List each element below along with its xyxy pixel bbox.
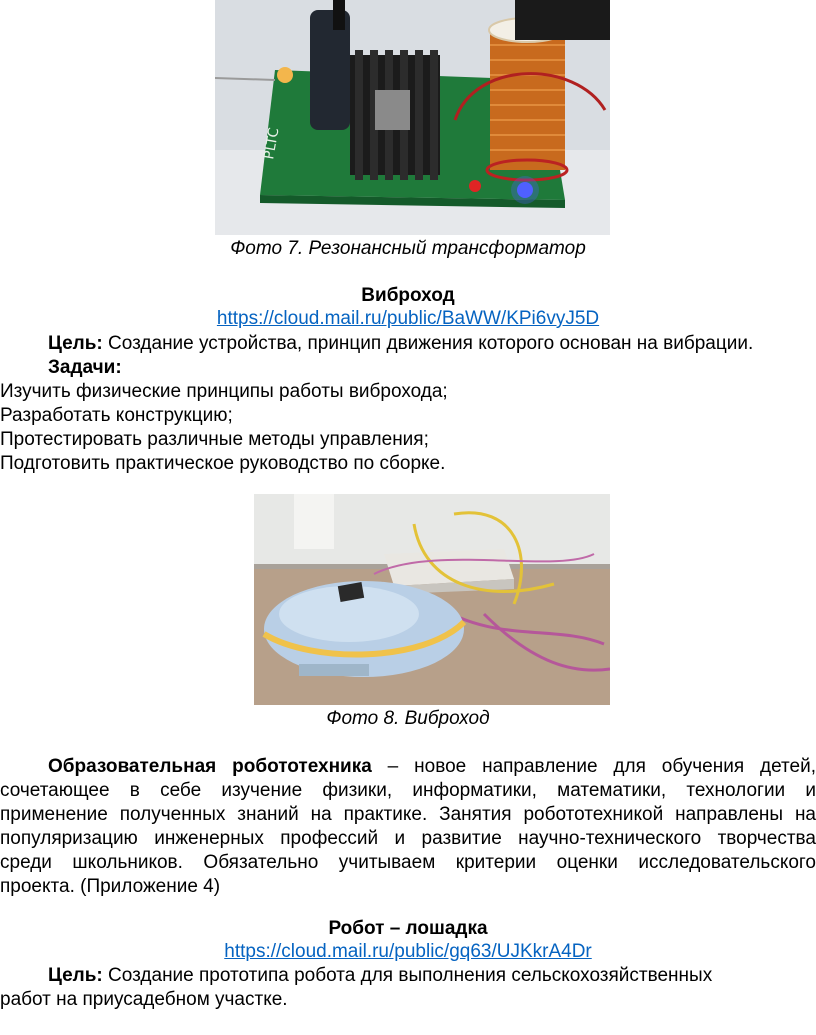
- goal-line-robot-horse: [48, 964, 712, 988]
- photo7-caption: Фото 7. Резонансный трансформатор: [230, 238, 586, 259]
- robotics-line-6: проекта. (Приложение 4): [0, 876, 221, 897]
- robotics-line-4: популяризацию инженерных профессий и развитие научно-технического творчества: [0, 828, 816, 849]
- robotics-line-5: среди школьников. Обязательно учитываем критерии оценки исследовательского: [0, 852, 816, 873]
- robotics-line-3: применение полученных знаний на практике. Занятия робототехникой направлены на: [0, 804, 816, 825]
- robotics-line-2: сочетающее в себе изучение физики, информатики, математики, технологии и: [0, 780, 816, 801]
- photo-resonant-transformer: [215, 0, 610, 235]
- task-item: Разработать конструкцию;: [0, 405, 233, 426]
- goal-text: Создание прототипа робота для выполнения сельскохозяйственных: [102, 965, 713, 986]
- link-vibrokhod[interactable]: https://cloud.mail.ru/public/BaWW/KPi6vyJ5D: [216, 308, 600, 329]
- goal-text: Создание устройства, принцип движения которого основан на вибрации.: [102, 333, 754, 354]
- section-title-vibrokhod: Виброход: [361, 285, 455, 306]
- photo-vibrokhod: [254, 494, 610, 705]
- goal-continuation: работ на приусадебном участке.: [0, 989, 288, 1010]
- robotics-line1-rest: – новое направление для обучения детей,: [371, 756, 816, 777]
- photo8-caption: Фото 8. Виброход: [326, 708, 490, 729]
- robotics-lead: Образовательная робототехника: [48, 756, 372, 777]
- goal-label: Цель:: [48, 965, 103, 986]
- goal-label: Цель:: [48, 333, 103, 354]
- robotics-line-1: [48, 755, 816, 779]
- task-item: Протестировать различные методы управления;: [0, 429, 429, 450]
- tasks-label: Задачи:: [48, 357, 122, 378]
- section-title-robot-horse: Робот – лошадка: [328, 918, 488, 939]
- link-robot-horse[interactable]: https://cloud.mail.ru/public/gq63/UJKkrA4Dr: [224, 941, 592, 962]
- goal-line-vibrokhod: [48, 332, 753, 356]
- task-item: Подготовить практическое руководство по сборке.: [0, 453, 446, 474]
- svg-text:PLTC: PLTC: [261, 126, 283, 161]
- task-item: Изучить физические принципы работы виброхода;: [0, 381, 448, 402]
